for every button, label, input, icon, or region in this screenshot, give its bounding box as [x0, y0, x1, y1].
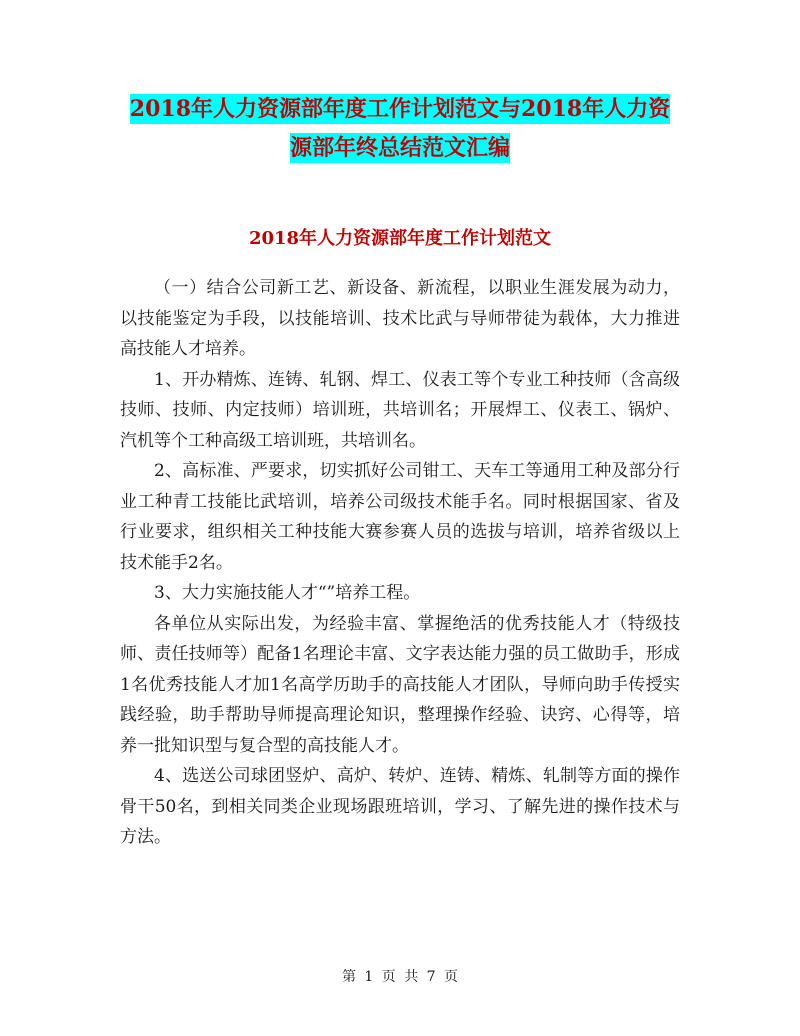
document-title: [120, 90, 680, 168]
document-body: [120, 273, 680, 853]
page-number-footer: 第 1 页 共 7 页: [341, 969, 459, 985]
paragraph-5: 各单位从实际出发，为经验丰富、掌握绝活的优秀技能人才（特级技师、责任技师等）配备1名理论丰富、文字表达能力强的员工做助手，形成1名优秀技能人才加1名高学历助手的高技能人才团队，导师向助手传授实践经验，助手帮助导师提高理论知识，整理操作经验、诀窍、心得等，培养一批知识型与复合型的高技能人才。: [120, 613, 680, 756]
paragraph-2: 1、开办精炼、连铸、轧钢、焊工、仪表工等个专业工种技师（含高级技师、技师、内定技师）培训班，共培训名；开展焊工、仪表工、锅炉、汽机等个工种高级工培训班，共培训名。: [120, 369, 680, 451]
paragraph-6: 4、选送公司球团竖炉、高炉、转炉、连铸、精炼、轧制等方面的操作骨干50名，到相关同类企业现场跟班培训，学习、了解先进的操作技术与方法。: [120, 766, 680, 847]
paragraph-1: （一）结合公司新工艺、新设备、新流程，以职业生涯发展为动力，以技能鉴定为手段，以技能培训、技术比武与导师带徒为载体，大力推进高技能人才培养。: [120, 278, 680, 359]
document-title-line-1: 2018年人力资源部年度工作计划范文与2018年人力资: [129, 96, 671, 122]
paragraph-3: 2、高标准、严要求，切实抓好公司钳工、天车工等通用工种及部分行业工种青工技能比武培训，培养公司级技术能手名。同时根据国家、省及行业要求，组织相关工种技能大赛参赛人员的选拔与培训，培养省级以上技术能手2名。: [120, 461, 680, 573]
section-title: 2018年人力资源部年度工作计划范文: [248, 228, 552, 249]
document-title-line-2: 源部年终总结范文汇编: [289, 135, 510, 161]
paragraph-4: 3、大力实施技能人才“”培养工程。: [154, 583, 421, 603]
